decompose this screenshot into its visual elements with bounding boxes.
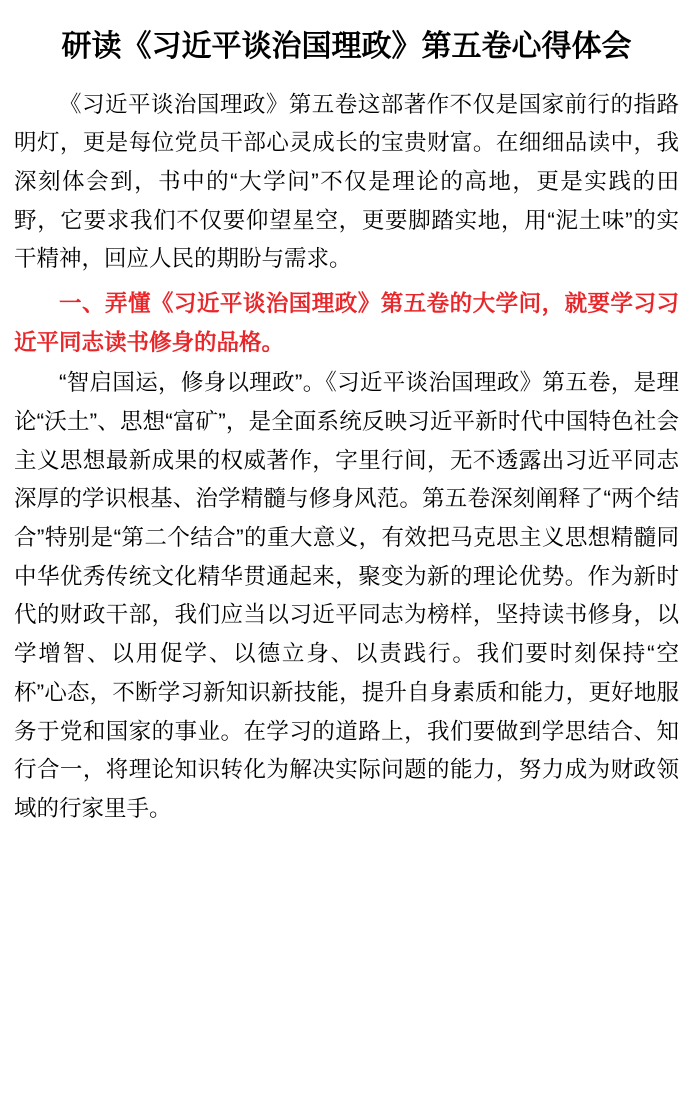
page-title: 研读《习近平谈治国理政》第五卷心得体会 — [61, 30, 632, 63]
paragraph-section-1-body: “智启国运，修身以理政”。《习近平谈治国理政》第五卷，是理论“沃土”、思想“富矿”，是全面系统反映习近平新时代中国特色社会主义思想最新成果的权威著作，字里行间，无不透露出习近平同志深厚的学识根基、治学精髓与修身风范。第五卷深刻阐释了“两个结合”特别是“第二个结合”的重大意义，有效把马克思主义思想精髓同中华优秀传统文化精华贯通起来，聚变为新的理论优势。作为新时代的财政干部，我们应当以习近平同志为榜样，坚持读书修身，以学增智、以用促学、以德立身、以责践行。我们要时刻保持“空杯”心态，不断学习新知识新技能，提升自身素质和能力，更好地服务于党和国家的事业。在学习的道路上，我们要做到学思结合、知行合一，将理论知识转化为解决实际问题的能力，努力成为财政领域的行家里手。 — [14, 370, 679, 821]
section-heading-1: 一、弄懂《习近平谈治国理政》第五卷的大学问，就要学习习近平同志读书修身的品格。 — [14, 290, 679, 355]
paragraph-intro: 《习近平谈治国理政》第五卷这部著作不仅是国家前行的指路明灯，更是每位党员干部心灵成长的宝贵财富。在细细品读中，我深刻体会到，书中的“大学问”不仅是理论的高地，更是实践的田野，它要求我们不仅要仰望星空，更要脚踏实地，用“泥土味”的实干精神，回应人民的期盼与需求。 — [14, 91, 679, 272]
